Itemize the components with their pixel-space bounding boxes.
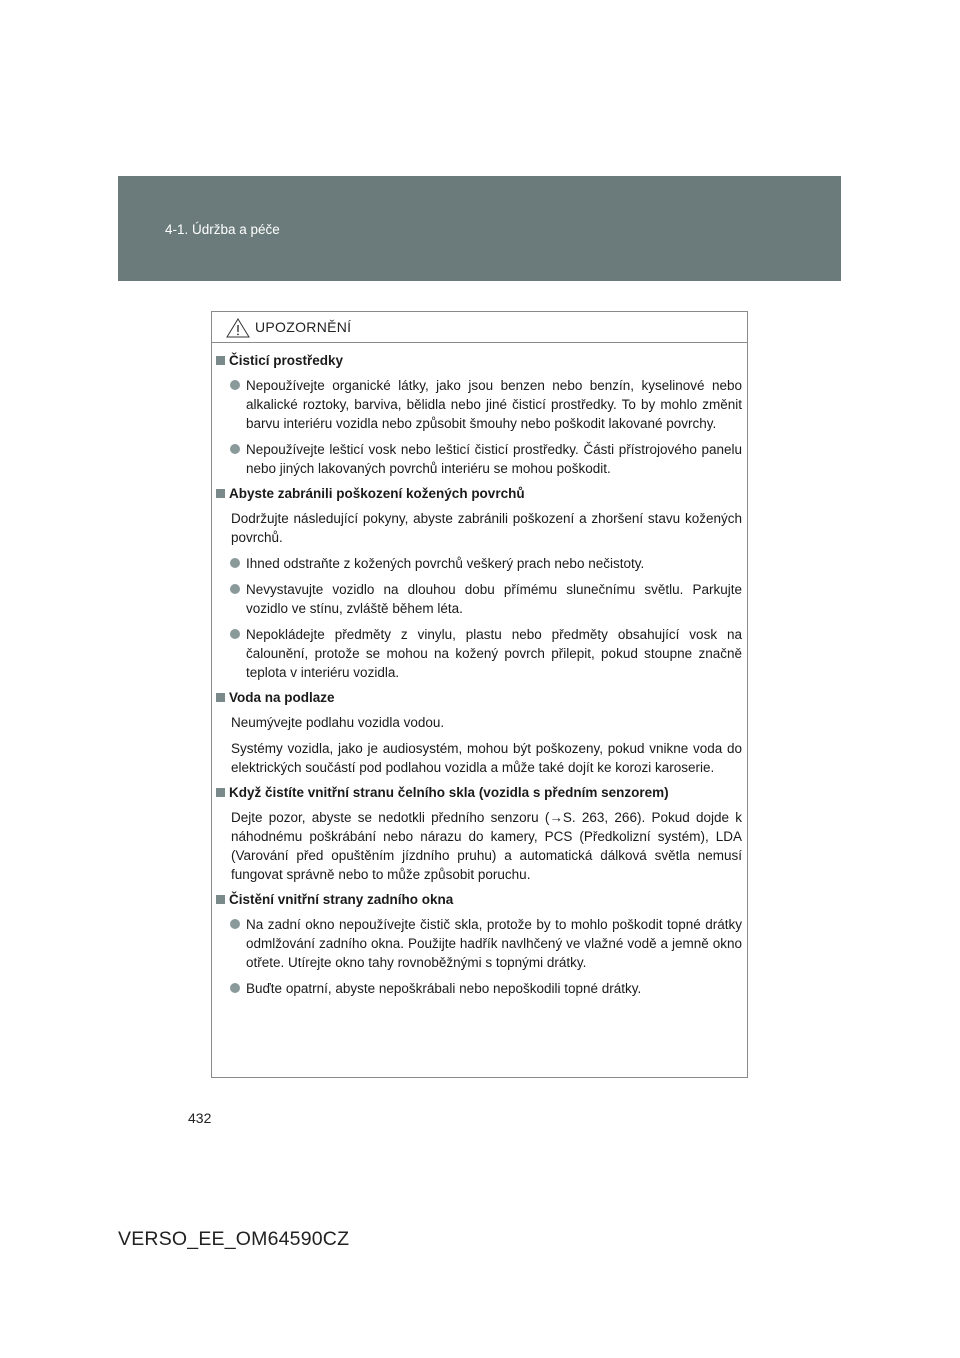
bullet-item (230, 580, 742, 618)
square-bullet-icon (216, 489, 225, 498)
section-heading-text: Čisticí prostředky (229, 353, 344, 368)
round-bullet-icon (230, 444, 240, 454)
bullet-item (230, 440, 742, 478)
page-number: 432 (188, 1110, 212, 1126)
section-heading (216, 352, 742, 369)
bullet-text: Nevystavujte vozidlo na dlouhou dobu přímému slunečnímu světlu. Parkujte vozidlo ve stínu, zvláště během léta. (246, 582, 742, 616)
square-bullet-icon (216, 356, 225, 365)
round-bullet-icon (230, 584, 240, 594)
section-heading (216, 784, 742, 801)
bullet-item (230, 376, 742, 433)
round-bullet-icon (230, 629, 240, 639)
section-heading (216, 689, 742, 706)
paragraph: Neumývejte podlahu vozidla vodou. (231, 715, 445, 730)
warning-triangle-icon (226, 318, 250, 338)
section-heading (216, 891, 742, 908)
bullet-item (230, 625, 742, 682)
section-heading-text: Když čistíte vnitřní stranu čelního skla (vozidla s předním senzorem) (229, 785, 669, 800)
paragraph: Dejte pozor, abyste se nedotkli předního senzoru (→S. 263, 266). Pokud dojde k náhodnému poškrábání nebo nárazu do kamery, PCS (Předkolizní systém), LDA (Varování před opuštěním jízdního pruhu) a automatická dálková světla nemusí fungovat správně nebo to může způsobit poruchu. (231, 810, 742, 882)
round-bullet-icon (230, 558, 240, 568)
section-label: 4-1. Údržba a péče (165, 222, 280, 237)
header-band (118, 176, 841, 281)
caution-body (212, 343, 747, 998)
square-bullet-icon (216, 895, 225, 904)
caution-box (211, 311, 748, 1078)
bullet-text: Nepoužívejte organické látky, jako jsou benzen nebo benzín, kyselinové nebo alkalické roztoky, barviva, bělidla nebo jiné čisticí prostředky. To by mohlo změnit barvu interiéru vozidla nebo způsobit šmouhy nebo poškodit lakované povrchy. (246, 378, 742, 431)
bullet-item (230, 915, 742, 972)
section-heading-text: Čistění vnitřní strany zadního okna (229, 892, 454, 907)
square-bullet-icon (216, 693, 225, 702)
section-heading-text: Abyste zabránili poškození kožených povrchů (229, 486, 525, 501)
round-bullet-icon (230, 983, 240, 993)
paragraph: Systémy vozidla, jako je audiosystém, mohou být poškozeny, pokud vnikne voda do elektrických součástí pod podlahou vozidla a může také dojít ke korozi karoserie. (231, 741, 742, 775)
bullet-text: Nepoužívejte lešticí vosk nebo lešticí čisticí prostředky. Části přístrojového panelu nebo jiných lakovaných povrchů interiéru se mohou poškodit. (246, 442, 742, 476)
bullet-text: Ihned odstraňte z kožených povrchů veškerý prach nebo nečistoty. (246, 556, 645, 571)
paragraph: Dodržujte následující pokyny, abyste zabránili poškození a zhoršení stavu kožených povrchů. (231, 511, 742, 545)
caution-header (212, 312, 747, 343)
bullet-item (230, 554, 742, 573)
bullet-text: Na zadní okno nepoužívejte čistič skla, protože by to mohlo poškodit topné drátky odmlžování zadního okna. Použijte hadřík navlhčený ve vlažné vodě a jemně okno otřete. Utírejte okno tahy rovnoběžnými s topnými drátky. (246, 917, 742, 970)
section-heading-text: Voda na podlaze (229, 690, 335, 705)
round-bullet-icon (230, 919, 240, 929)
bullet-text: Buďte opatrní, abyste nepoškrábali nebo nepoškodili topné drátky. (246, 981, 642, 996)
square-bullet-icon (216, 788, 225, 797)
section-heading (216, 485, 742, 502)
caution-title: UPOZORNĚNÍ (255, 319, 352, 335)
bullet-item (230, 979, 742, 998)
document-code: VERSO_EE_OM64590CZ (118, 1228, 350, 1250)
bullet-text: Nepokládejte předměty z vinylu, plastu nebo předměty obsahující vosk na čalounění, protože se mohou na kožený povrch přilepit, pokud stoupne značně teplota v interiéru vozidla. (246, 627, 742, 680)
round-bullet-icon (230, 380, 240, 390)
